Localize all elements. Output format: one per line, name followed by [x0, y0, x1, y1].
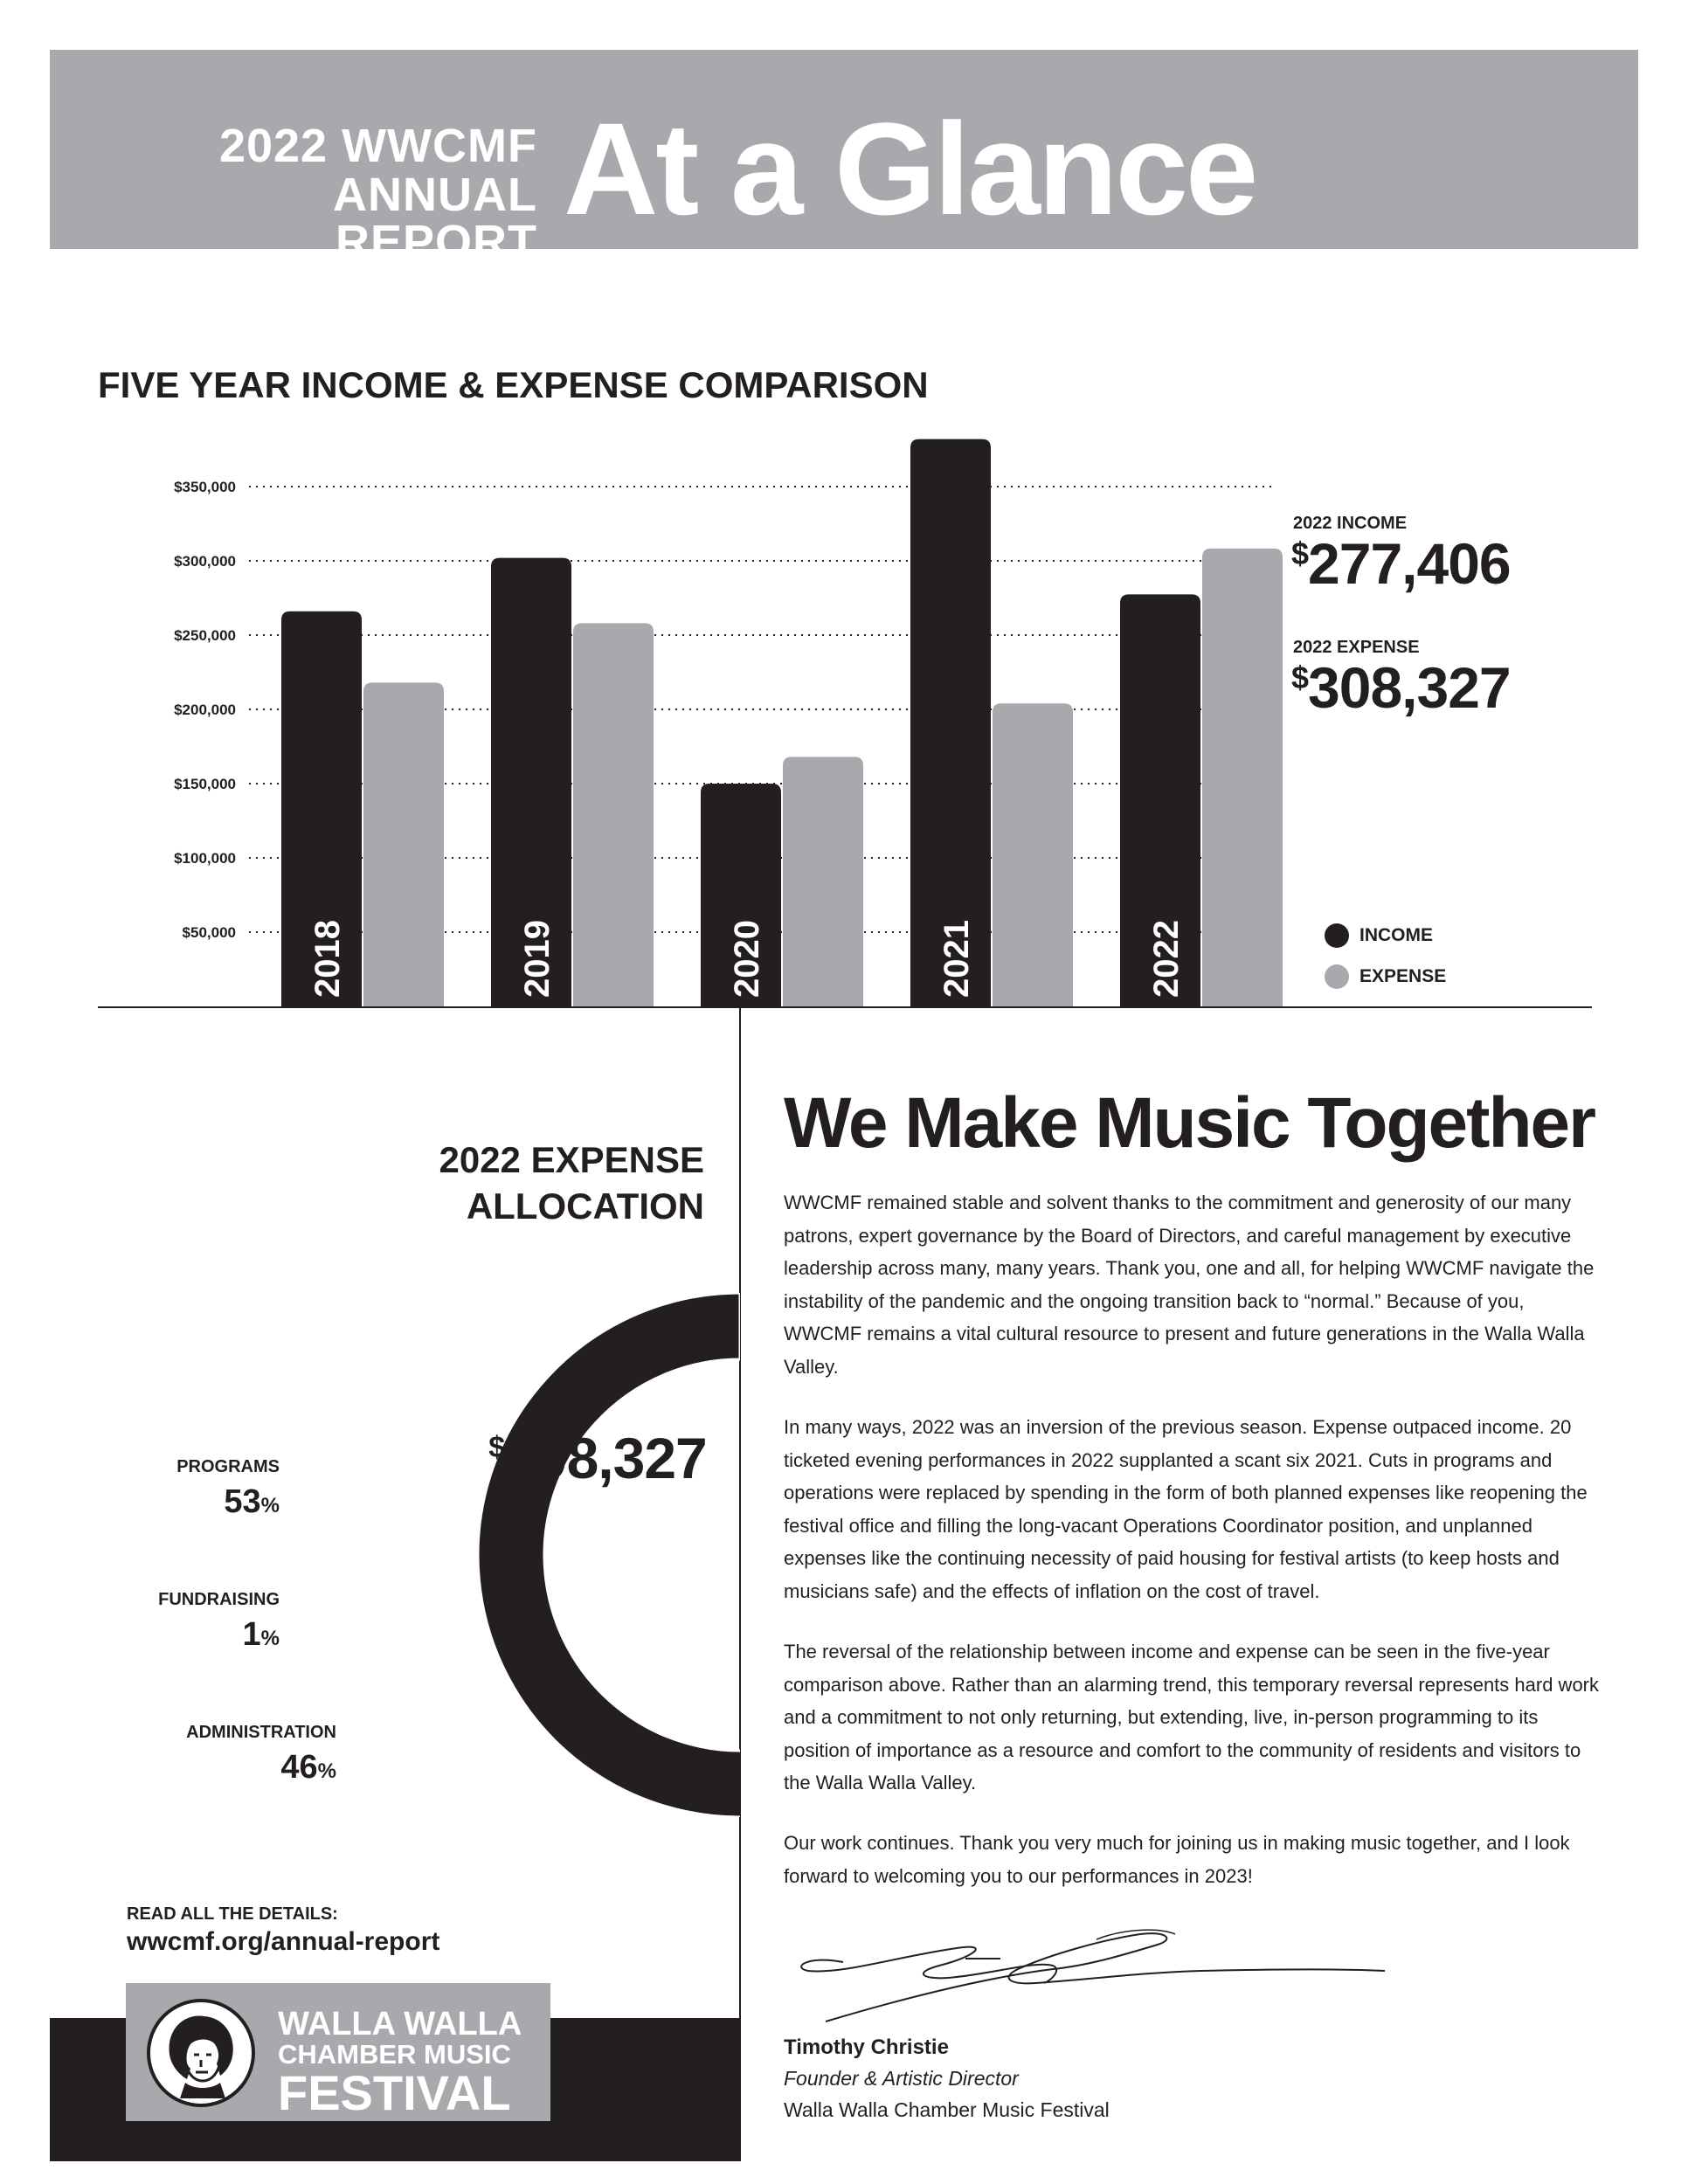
expense-total-value [1291, 655, 1511, 720]
fundraising-label: FUNDRAISING [158, 1590, 280, 1609]
legend-income-swatch [1325, 923, 1349, 948]
year-label-2018: 2018 [308, 920, 347, 998]
year-label-2020: 2020 [728, 920, 766, 998]
programs-label: PROGRAMS [176, 1457, 280, 1476]
expense-bar-2020 [783, 757, 863, 1006]
signer-organization: Walla Walla Chamber Music Festival [784, 2098, 1110, 2121]
allocation-title-line1: 2022 EXPENSE [439, 1139, 704, 1180]
year-label-2021: 2021 [937, 920, 976, 998]
signature-image [791, 1904, 1402, 2027]
income-amount: 277,406 [1308, 531, 1511, 596]
y-tick-label: $250,000 [174, 627, 236, 644]
report-year-label: 2022 WWCMF [218, 120, 537, 172]
page-title: At a Glance [564, 95, 1256, 242]
composer-portrait-icon [147, 1999, 255, 2107]
income-total-label: 2022 INCOME [1293, 514, 1408, 533]
y-tick-label: $300,000 [174, 553, 236, 570]
y-tick-label: $350,000 [174, 479, 236, 495]
expense-allocation-donut [310, 1293, 740, 1817]
administration-label: ADMINISTRATION [186, 1723, 336, 1742]
currency-symbol: $ [488, 1431, 505, 1464]
fundraising-percent-value: 1 [242, 1616, 261, 1653]
y-tick-label: $200,000 [174, 702, 236, 718]
expense-total-label: 2022 EXPENSE [1293, 638, 1420, 657]
expense-bar-2019 [573, 623, 654, 1006]
fundraising-percent [140, 1618, 280, 1651]
logo-text-chamber-music: CHAMBER MUSIC [278, 2039, 511, 2070]
chart-baseline [98, 1006, 1592, 1008]
letter-paragraph: Our work continues. Thank you very much for joining us in making music together, and I look forward to welcoming you to our performances in 2023! [784, 1832, 1570, 1887]
allocation-title-line2: ALLOCATION [466, 1185, 704, 1227]
signer-name: Timothy Christie [784, 2035, 949, 2059]
details-label: READ ALL THE DETAILS: [127, 1904, 338, 1924]
letter-title: We Make Music Together [784, 1083, 1595, 1163]
expense-bar-2022 [1202, 549, 1283, 1006]
currency-symbol: $ [1291, 660, 1309, 695]
chart-title: FIVE YEAR INCOME & EXPENSE COMPARISON [98, 364, 929, 405]
legend-income-label: INCOME [1359, 925, 1433, 945]
annual-report-link[interactable]: wwcmf.org/annual-report [127, 1927, 440, 1956]
letter-paragraph: WWCMF remained stable and solvent thanks to the commitment and generosity of our many patrons, expert governance by the Board of Directors, and careful management by executive leadership across many, many years. Thank you, one and all, for helping WWCMF navigate the instability of the pandemic and the ongoing transition back to “normal.” Because of you, WWCMF remains a vital cultural resource to present and future generations in the Walla Walla Valley. [784, 1192, 1595, 1378]
y-tick-label: $50,000 [182, 924, 236, 941]
programs-percent-value: 53 [224, 1483, 261, 1520]
percent-sign: % [260, 1494, 280, 1517]
logo-text-festival: FESTIVAL [278, 2065, 511, 2120]
year-label-2019: 2019 [518, 920, 557, 998]
administration-percent [140, 1751, 336, 1784]
year-label-2022: 2022 [1147, 920, 1186, 998]
currency-symbol: $ [1291, 536, 1309, 571]
percent-sign: % [317, 1759, 336, 1783]
legend-expense-swatch [1325, 964, 1349, 989]
programs-slice [478, 1293, 740, 1817]
y-tick-label: $150,000 [174, 776, 236, 792]
expense-bar-2021 [993, 703, 1073, 1006]
annual-report-label: ANNUAL REPORT [333, 169, 537, 268]
signer-title: Founder & Artistic Director [784, 2067, 1019, 2090]
y-tick-label: $100,000 [174, 850, 236, 867]
allocation-title [376, 1137, 704, 1229]
income-total-value [1291, 531, 1511, 596]
donut-total-value [486, 1426, 709, 1490]
donut-total-amount: 308,327 [504, 1426, 707, 1490]
programs-percent [140, 1485, 280, 1518]
expense-amount: 308,327 [1308, 655, 1511, 720]
letter-paragraph: The reversal of the relationship between income and expense can be seen in the five-year comparison above. Rather than an alarming trend, this temporary reversal represents hard work and a commitment to not only returning, but extending, live, in-person programming to its position of importance as a resource and comfort to the community of residents and visitors to the Walla Walla Valley. [784, 1641, 1600, 1794]
letter-paragraph: In many ways, 2022 was an inversion of the previous season. Expense outpaced income. 20 ticketed evening performances in 2022 supplanted a scant six 2021. Cuts in programs and operations were replaced by spending in the form of both planned expenses like reopening the festival office and filling the long-vacant Operations Coordinator position, and unplanned expenses like the continuing necessity of paid housing for festival artists (to keep hosts and musicians safe) and the effects of inflation on the cost of travel. [784, 1416, 1588, 1602]
logo-text-walla-walla: WALLA WALLA [278, 2006, 522, 2042]
legend-expense-label: EXPENSE [1359, 966, 1447, 986]
administration-percent-value: 46 [280, 1749, 318, 1786]
percent-sign: % [260, 1627, 280, 1650]
expense-bar-2018 [363, 682, 444, 1006]
